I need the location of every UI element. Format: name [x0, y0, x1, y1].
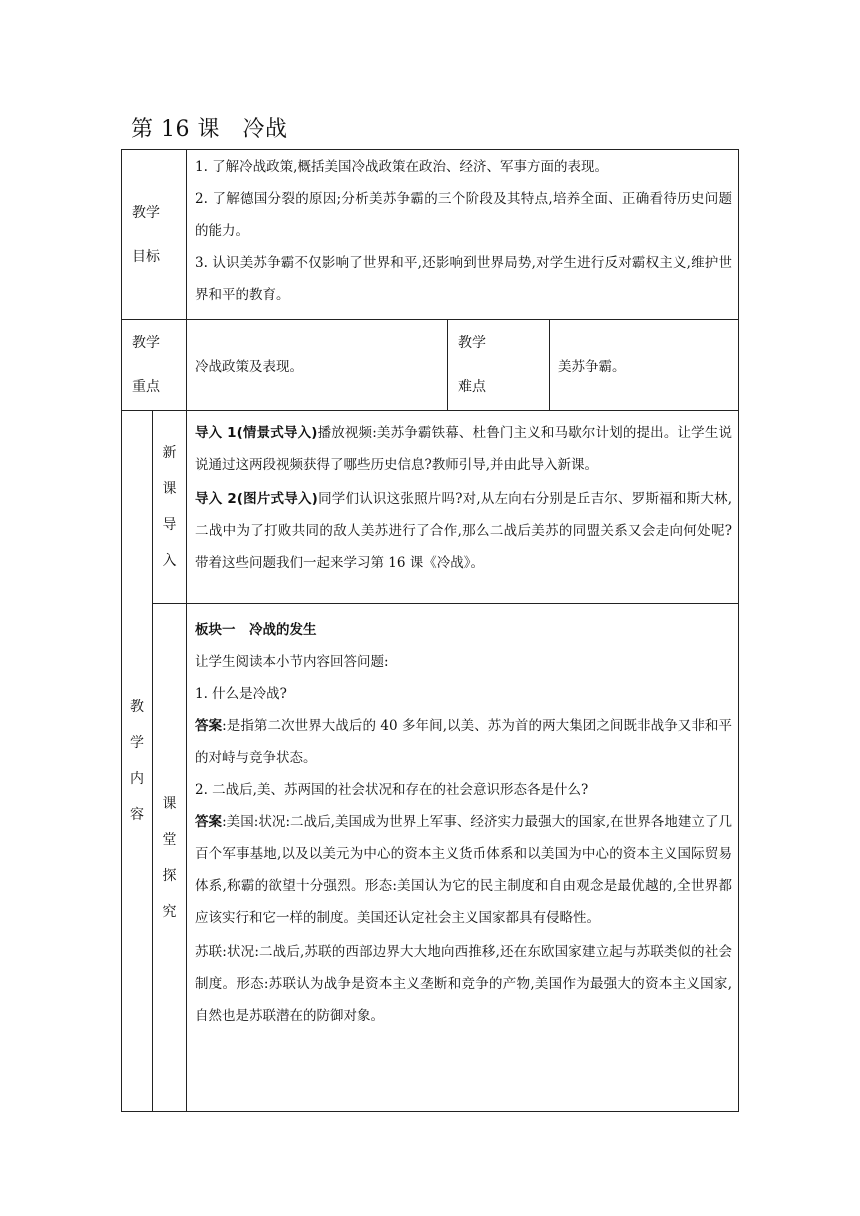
- reading-prompt: 让学生阅读本小节内容回答问题:: [195, 654, 389, 670]
- difficulty-label: 教学 难点: [448, 320, 550, 411]
- intro-label: 新 课 导 入: [153, 411, 187, 604]
- explore-label: 课 堂 探 究: [153, 604, 187, 1112]
- objective-item: 3. 认识美苏争霸不仅影响了世界和平,还影响到世界局势,对学生进行反对霸权主义,维护世界和平的教育。: [195, 255, 732, 303]
- question: 1. 什么是冷战?: [195, 686, 287, 702]
- question: 2. 二战后,美、苏两国的社会状况和存在的社会意识形态各是什么?: [195, 782, 589, 798]
- answer: 答案:是指第二次世界大战后的 40 多年间,以美、苏为首的两大集团之间既非战争又非和平的对峙与竞争状态。: [195, 718, 733, 766]
- explore-content: [187, 604, 739, 1112]
- key-point-label: 教学 重点: [122, 320, 187, 411]
- objectives-label: 教学 目标: [122, 150, 187, 320]
- intro-paragraph: 导入 1(情景式导入)播放视频:美苏争霸铁幕、杜鲁门主义和马歇尔计划的提出。让学生说说通过这两段视频获得了哪些历史信息?教师引导,并由此导入新课。: [195, 425, 732, 473]
- intro-content: [187, 411, 739, 604]
- intro-row: [122, 411, 739, 604]
- answer: 答案:美国:状况:二战后,美国成为世界上军事、经济实力最强大的国家,在世界各地建立了几百个军事基地,以及以美元为中心的资本主义货币体系和以美国为中心的资本主义国际贸易体系,称霸的欲望十分强烈。形态:美国认为它的民主制度和自由观念是最优越的,全世界都应该实行和它一样的制度。美国还认定社会主义国家都具有侵略性。: [195, 814, 733, 926]
- difficulty-text: 美苏争霸。: [550, 320, 739, 411]
- objectives-row: [122, 150, 739, 320]
- section-heading: 板块一 冷战的发生: [195, 622, 317, 638]
- page-title: 第 16 课 冷战: [131, 117, 288, 142]
- objectives-content: [187, 150, 739, 320]
- key-point-text: 冷战政策及表现。: [187, 320, 448, 411]
- focus-row: [122, 320, 739, 411]
- objective-item: 2. 了解德国分裂的原因;分析美苏争霸的三个阶段及其特点,培养全面、正确看待历史问题的能力。: [195, 191, 732, 239]
- explore-row: [122, 604, 739, 1112]
- teaching-content-label: 教 学 内 容: [122, 411, 153, 1112]
- objective-item: 1. 了解冷战政策,概括美国冷战政策在政治、经济、军事方面的表现。: [195, 159, 608, 175]
- answer-continued: 苏联:状况:二战后,苏联的西部边界大大地向西推移,还在东欧国家建立起与苏联类似的社会制度。形态:苏联认为战争是资本主义垄断和竞争的产物,美国作为最强大的资本主义国家,自然也是苏联潜在的防御对象。: [195, 944, 732, 1024]
- lesson-plan-table: [121, 149, 739, 1112]
- intro-paragraph: 导入 2(图片式导入)同学们认识这张照片吗?对,从左向右分别是丘吉尔、罗斯福和斯大林,二战中为了打败共同的敌人美苏进行了合作,那么二战后美苏的同盟关系又会走向何处呢?带着这些问题我们一起来学习第 16 课《冷战》。: [195, 491, 732, 571]
